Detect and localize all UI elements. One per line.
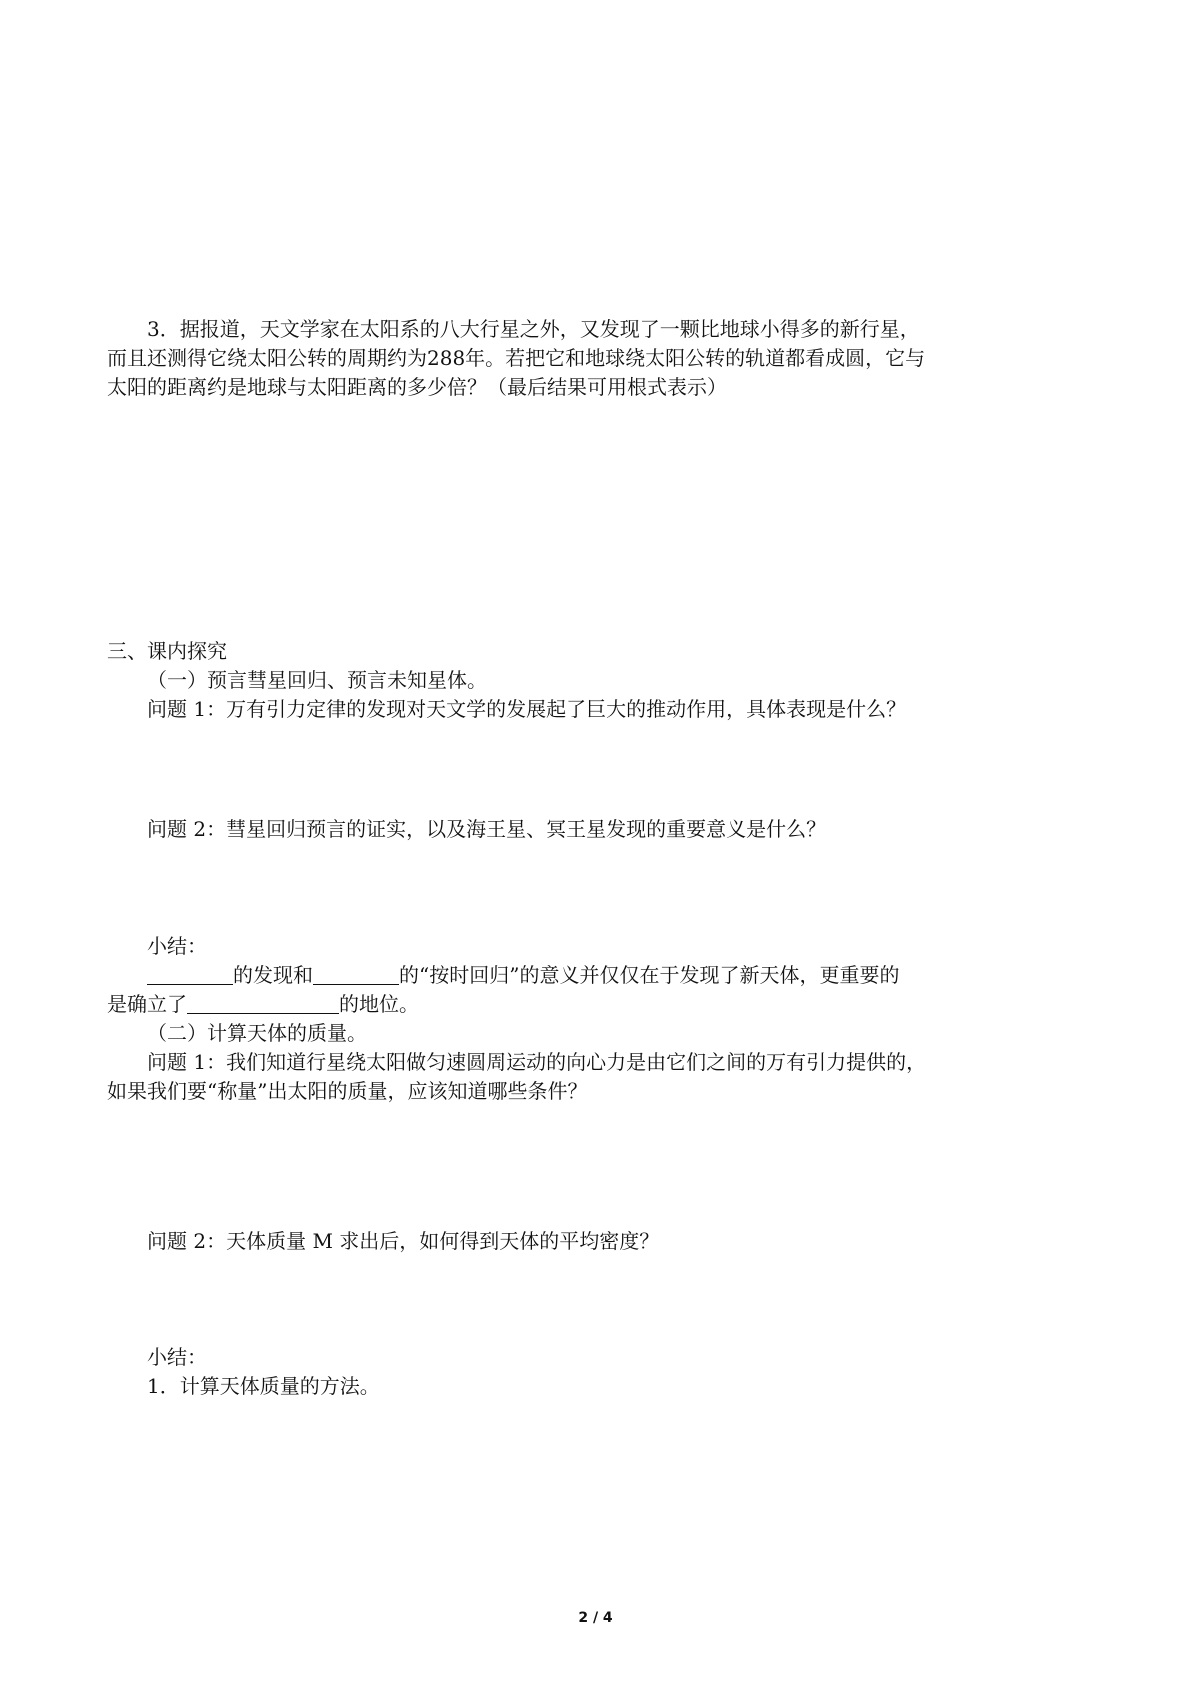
part-1-summary-line-2 xyxy=(107,990,419,1018)
section-heading: 三、课内探究 xyxy=(107,639,227,663)
summary-text: 的地位。 xyxy=(339,992,419,1016)
part-2-question-1-line-1: 问题 1：我们知道行星绕太阳做匀速圆周运动的向心力是由它们之间的万有引力提供的， xyxy=(147,1050,927,1074)
part-2-summary-label: 小结： xyxy=(147,1345,207,1369)
page-number: 2 / 4 xyxy=(578,1610,613,1626)
question-3-line-1: 3．据报道，天文学家在太阳系的八大行星之外，又发现了一颗比地球小得多的新行星， xyxy=(147,317,920,341)
summary-text: 的发现和 xyxy=(233,963,313,987)
fill-blank[interactable] xyxy=(187,991,339,1014)
question-3-line-3: 太阳的距离约是地球与太阳距离的多少倍？（最后结果可用根式表示） xyxy=(107,375,727,399)
question-3-line-2: 而且还测得它绕太阳公转的周期约为288年。若把它和地球绕太阳公转的轨道都看成圆，它与 xyxy=(107,346,926,370)
summary-text: 的“按时回归”的意义并仅仅在于发现了新天体，更重要的 xyxy=(399,963,900,987)
part-2-question-1-line-2: 如果我们要“称量”出太阳的质量，应该知道哪些条件？ xyxy=(107,1079,588,1103)
part-1-question-1: 问题 1：万有引力定律的发现对天文学的发展起了巨大的推动作用，具体表现是什么？ xyxy=(147,697,907,721)
part-1-summary-line-1 xyxy=(147,961,899,989)
part-2-question-2: 问题 2：天体质量 M 求出后，如何得到天体的平均密度？ xyxy=(147,1229,660,1253)
part-2-heading: （二）计算天体的质量。 xyxy=(147,1021,367,1045)
part-1-question-2: 问题 2：彗星回归预言的证实，以及海王星、冥王星发现的重要意义是什么？ xyxy=(147,817,827,841)
part-1-summary-label: 小结： xyxy=(147,934,207,958)
fill-blank[interactable] xyxy=(313,962,399,985)
part-2-summary-item-1: 1．计算天体质量的方法。 xyxy=(147,1374,380,1398)
summary-text: 是确立了 xyxy=(107,992,187,1016)
part-1-heading: （一）预言彗星回归、预言未知星体。 xyxy=(147,668,487,692)
fill-blank[interactable] xyxy=(147,962,233,985)
